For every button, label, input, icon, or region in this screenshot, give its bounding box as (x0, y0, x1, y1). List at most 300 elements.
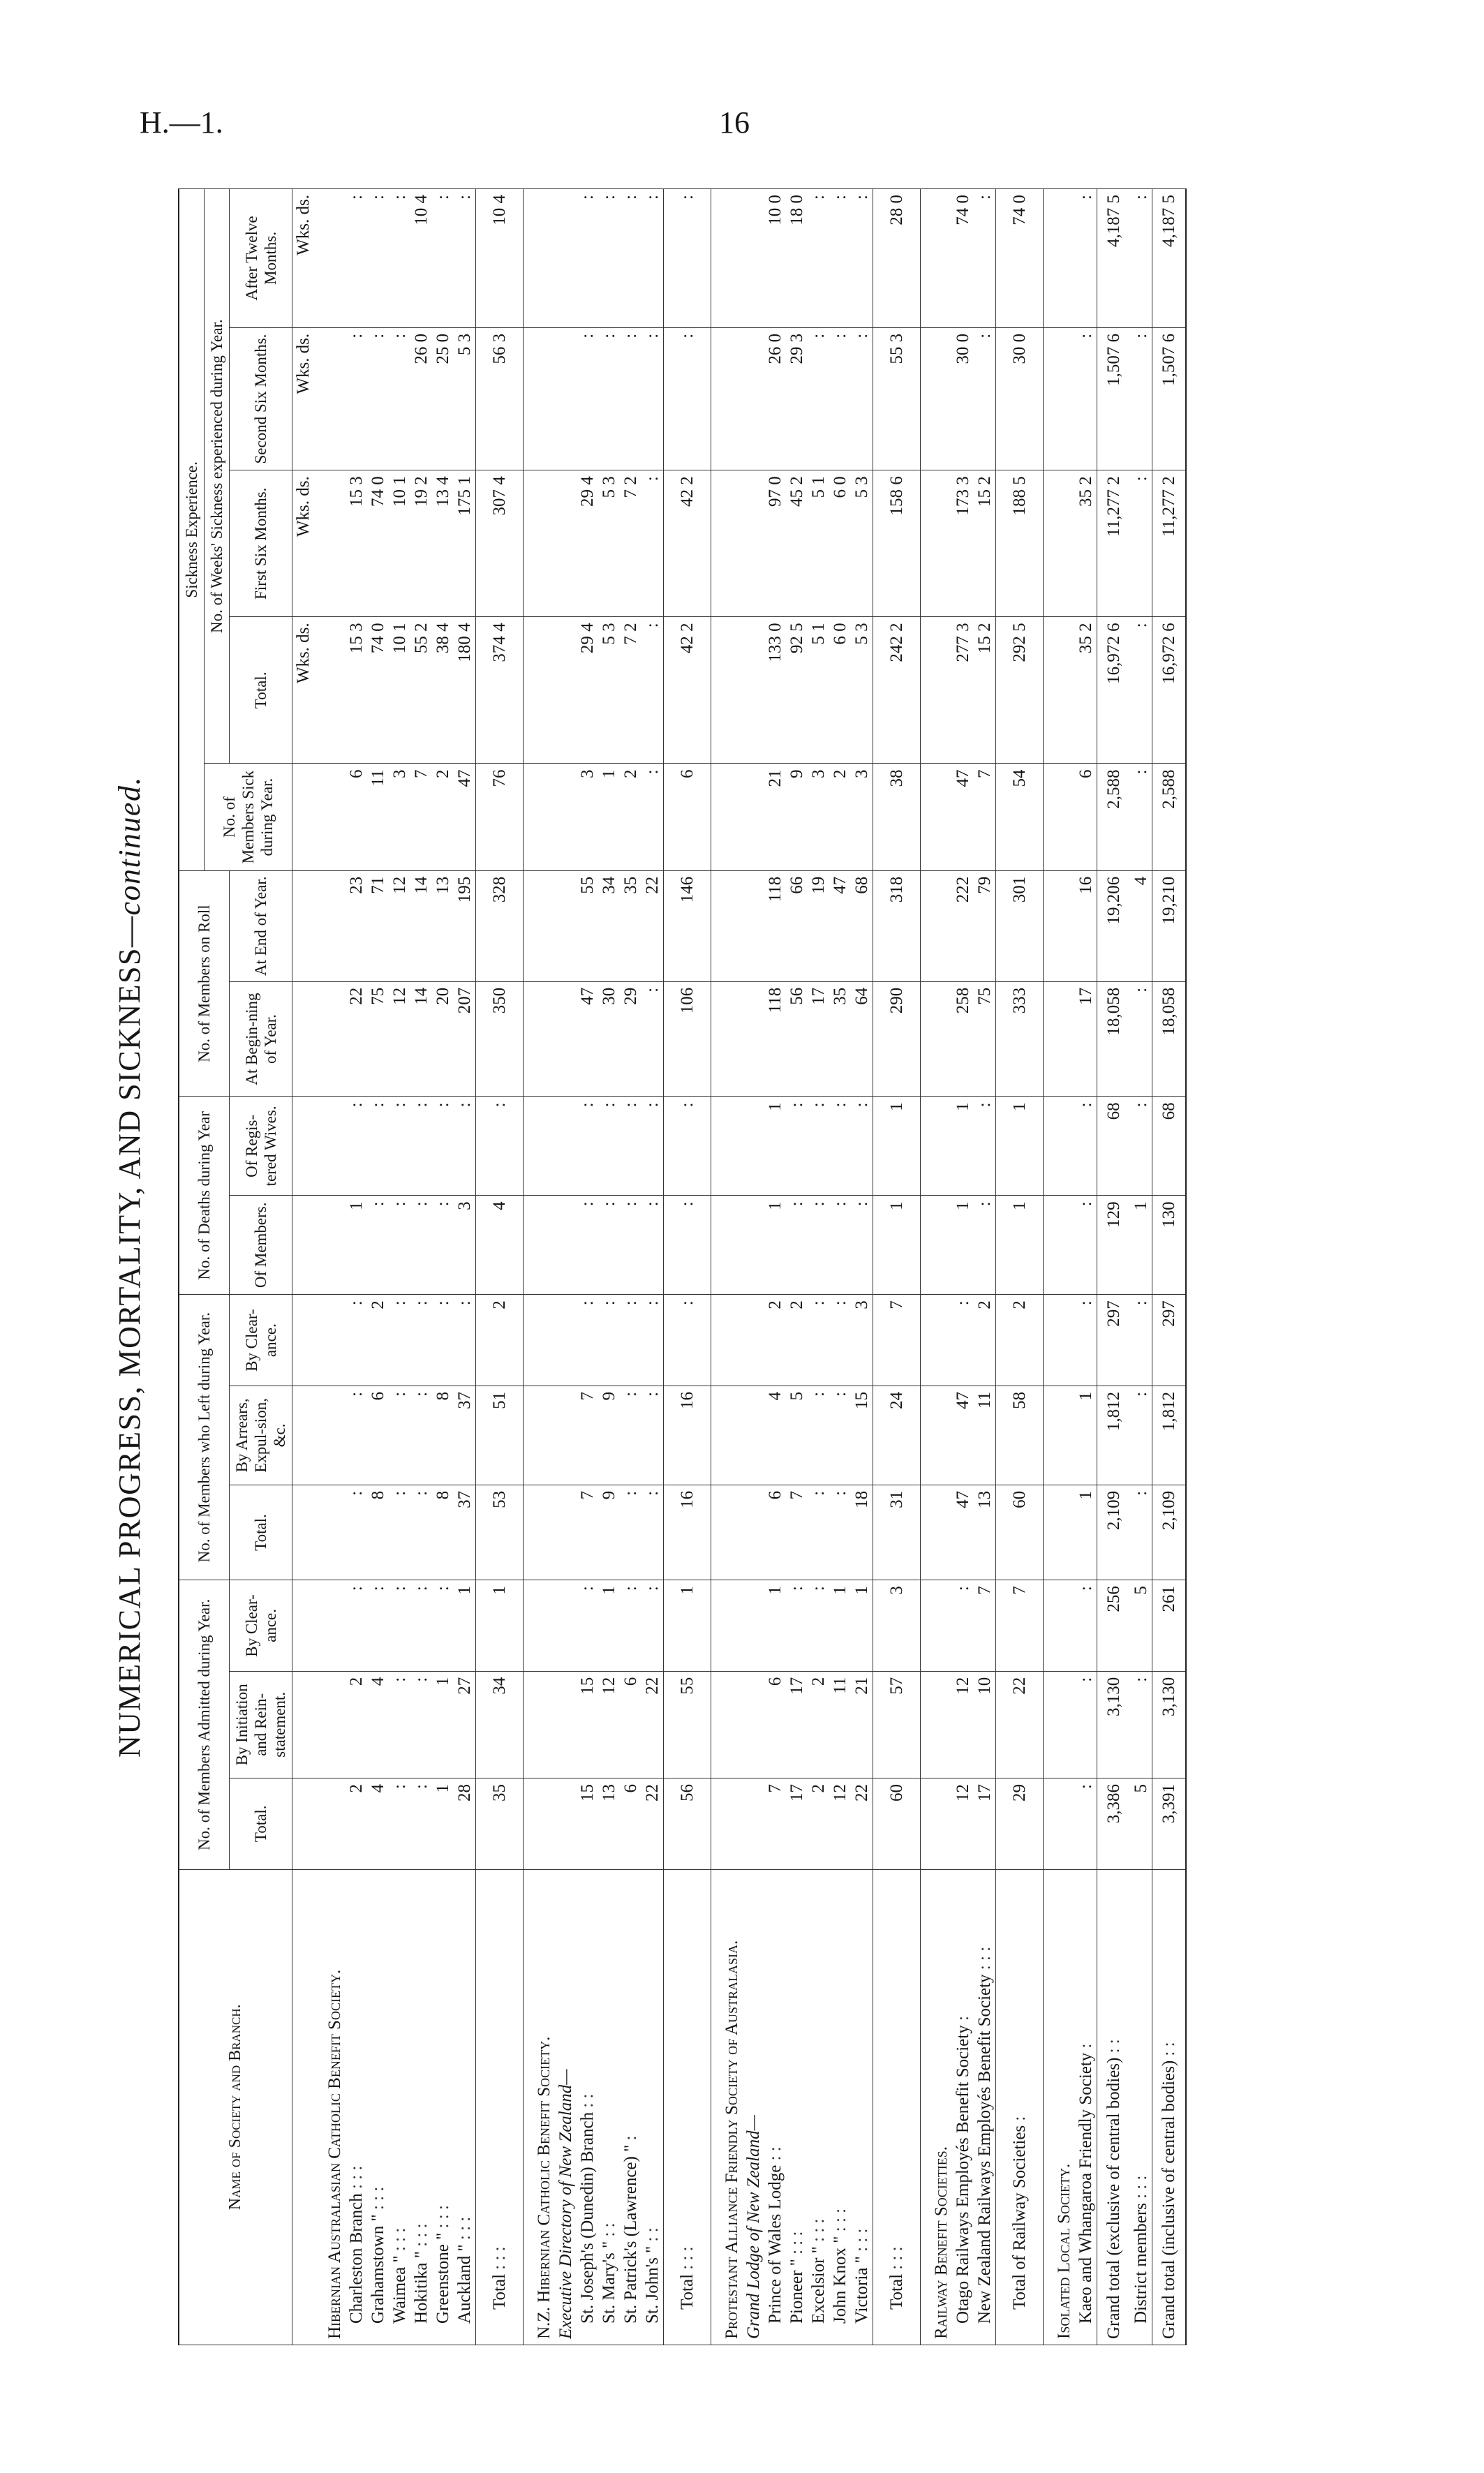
cell-roll-begin: 350 (476, 981, 524, 1097)
cell-wk-first: 5 3 (598, 470, 620, 617)
cell-death-wives: : (476, 1097, 524, 1196)
cell-wk-second (524, 327, 556, 470)
cell-death-wives: : (620, 1097, 641, 1196)
cell-adm-init: 57 (873, 1671, 921, 1778)
cell-death-wives: 1 (764, 1097, 786, 1196)
cell-left-total (314, 1485, 346, 1580)
cell-roll-begin: 47 (577, 981, 598, 1097)
cell-roll-end: 66 (786, 870, 808, 981)
cell-wk-total: 374 4 (476, 617, 524, 764)
col-roll-begin-header: At Begin-ning of Year. (230, 981, 292, 1097)
cell-death-members (555, 1196, 577, 1295)
table-row (454, 189, 476, 2345)
table-row (974, 189, 996, 2345)
cell-death-wives: 68 (1152, 1097, 1187, 1196)
leader-dots: : : : (678, 2246, 697, 2270)
cell-wk-total (711, 617, 743, 764)
cell-roll-end (524, 870, 556, 981)
cell-left-clear (314, 1295, 346, 1386)
cell-wk-second: : (1130, 327, 1152, 470)
row-name-text: Total of Railway Societies (1010, 2125, 1029, 2310)
cell-wk-total: 92 5 (786, 617, 808, 764)
cell-left-arrears: 5 (786, 1386, 808, 1485)
row-name-text: Total (490, 2273, 509, 2310)
cell-left-arrears: 7 (577, 1386, 598, 1485)
cell-left-total: 8 (432, 1485, 454, 1580)
cell-wk-second: : (664, 327, 711, 470)
cell-sick (314, 764, 346, 870)
cell-left-arrears: : (346, 1386, 367, 1485)
cell-left-total: 7 (786, 1485, 808, 1580)
cell-wk-total: 7 2 (620, 617, 641, 764)
table-row (598, 189, 620, 2345)
cell-roll-end (921, 870, 953, 981)
cell-left-total: 60 (996, 1485, 1044, 1580)
cell-roll-begin: 333 (996, 981, 1044, 1097)
cell-left-total (555, 1485, 577, 1580)
cell-roll-begin: 75 (974, 981, 996, 1097)
row-name-text: Grahamstown " (369, 2214, 387, 2324)
cell-death-wives (555, 1097, 577, 1196)
cell-adm-total: 2 (346, 1778, 367, 1870)
leader-dots: : (621, 2135, 640, 2141)
cell-left-clear: 297 (1152, 1295, 1187, 1386)
cell-sick: 7 (974, 764, 996, 870)
cell-left-clear: : (454, 1295, 476, 1386)
cell-adm-init: 12 (952, 1671, 974, 1778)
row-name (711, 1869, 743, 2345)
cell-wk-first: 5 1 (808, 470, 829, 617)
cell-roll-end: 79 (974, 870, 996, 981)
cell-sick: 3 (577, 764, 598, 870)
row-name (410, 1869, 432, 2345)
cell-left-arrears: : (620, 1386, 641, 1485)
cell-wk-after (555, 189, 577, 328)
row-name (974, 1869, 996, 2345)
cell-roll-end: 146 (664, 870, 711, 981)
statistics-table (178, 188, 1187, 2345)
cell-wk-after: 10 4 (410, 189, 432, 328)
cell-adm-total: 4 (367, 1778, 389, 1870)
cell-adm-clear: 7 (974, 1580, 996, 1672)
cell-adm-total: 56 (664, 1778, 711, 1870)
cell-roll-begin (1044, 981, 1076, 1097)
leader-dots: : : (766, 2146, 785, 2161)
cell-death-members: : (851, 1196, 873, 1295)
cell-adm-total: 1 (432, 1778, 454, 1870)
row-name (786, 1869, 808, 2345)
cell-left-clear: 2 (974, 1295, 996, 1386)
col-left-header: No. of Members who Left during Year. (179, 1295, 230, 1580)
cell-adm-init: : (410, 1671, 432, 1778)
cell-wk-first (1044, 470, 1076, 617)
cell-adm-total (743, 1778, 764, 1870)
cell-sick (743, 764, 764, 870)
cell-adm-total: 6 (620, 1778, 641, 1870)
cell-adm-clear (1044, 1580, 1076, 1672)
row-name-text: Pioneer " (787, 2259, 806, 2324)
cell-wk-total (314, 617, 346, 764)
row-name-text: Executive Directory of New Zealand— (556, 2069, 575, 2339)
cell-wk-second: : (389, 327, 410, 470)
cell-left-arrears: : (389, 1386, 410, 1485)
cell-roll-begin (555, 981, 577, 1097)
cell-roll-end: 68 (851, 870, 873, 981)
cell-adm-clear: 261 (1152, 1580, 1187, 1672)
cell-roll-end: 55 (577, 870, 598, 981)
cell-wk-after: : (454, 189, 476, 328)
cell-adm-total: 5 (1130, 1778, 1152, 1870)
row-name (346, 1869, 367, 2345)
table-row (952, 189, 974, 2345)
cell-death-members: : (432, 1196, 454, 1295)
cell-left-clear: 7 (873, 1295, 921, 1386)
cell-wk-first: 173 3 (952, 470, 974, 617)
cell-left-arrears: 6 (367, 1386, 389, 1485)
cell-roll-begin: 18,058 (1152, 981, 1187, 1097)
cell-roll-begin: 14 (410, 981, 432, 1097)
cell-death-wives: : (1130, 1097, 1152, 1196)
cell-adm-init (555, 1671, 577, 1778)
cell-wk-first: 35 2 (1075, 470, 1097, 617)
cell-wk-first (314, 470, 346, 617)
cell-left-total: 47 (952, 1485, 974, 1580)
cell-adm-total (1044, 1778, 1076, 1870)
cell-adm-clear: 1 (454, 1580, 476, 1672)
row-name (641, 1869, 664, 2345)
cell-death-members (921, 1196, 953, 1295)
cell-left-clear (1044, 1295, 1076, 1386)
table-row (829, 189, 851, 2345)
cell-left-clear: : (432, 1295, 454, 1386)
cell-wk-second: 1,507 6 (1152, 327, 1187, 470)
cell-adm-init: 6 (620, 1671, 641, 1778)
cell-death-members: 1 (952, 1196, 974, 1295)
subsection-row (743, 189, 764, 2345)
table-title-main: NUMERICAL PROGRESS, MORTALITY, AND SICKNESS— (112, 915, 147, 1758)
cell-death-members: 1 (1130, 1196, 1152, 1295)
cell-roll-begin: 207 (454, 981, 476, 1097)
cell-wk-total: 5 3 (851, 617, 873, 764)
cell-adm-total: 13 (598, 1778, 620, 1870)
section-row (1044, 189, 1076, 2345)
cell-sick: 2,588 (1152, 764, 1187, 870)
cell-left-arrears: 51 (476, 1386, 524, 1485)
cell-left-clear: : (808, 1295, 829, 1386)
cell-adm-clear: : (346, 1580, 367, 1672)
cell-left-clear: 2 (786, 1295, 808, 1386)
cell-sick: 54 (996, 764, 1044, 870)
row-name (851, 1869, 873, 2345)
cell-sick: 6 (664, 764, 711, 870)
cell-adm-clear (711, 1580, 743, 1672)
cell-wk-after: 4,187 5 (1097, 189, 1131, 328)
cell-adm-total (314, 1778, 346, 1870)
cell-left-arrears: 58 (996, 1386, 1044, 1485)
cell-roll-end: 301 (996, 870, 1044, 981)
leader-dots: : : (578, 2093, 597, 2108)
cell-adm-init: 2 (346, 1671, 367, 1778)
row-name-text: Protestant Alliance Friendly Society of Australasia. (722, 1940, 741, 2339)
cell-left-clear: : (641, 1295, 664, 1386)
cell-adm-total: : (389, 1778, 410, 1870)
cell-wk-after: : (389, 189, 410, 328)
cell-roll-begin (743, 981, 764, 1097)
cell-wk-first: 158 6 (873, 470, 921, 617)
cell-roll-begin: 12 (389, 981, 410, 1097)
cell-roll-end: 13 (432, 870, 454, 981)
row-name (952, 1869, 974, 2345)
row-name (743, 1869, 764, 2345)
cell-wk-first (711, 470, 743, 617)
table-row (764, 189, 786, 2345)
cell-adm-init: 1 (432, 1671, 454, 1778)
cell-death-wives (921, 1097, 953, 1196)
leader-dots: : : (1159, 2042, 1178, 2056)
cell-adm-clear: : (786, 1580, 808, 1672)
cell-wk-total: 5 1 (808, 617, 829, 764)
cell-roll-begin: 30 (598, 981, 620, 1097)
cell-adm-clear (921, 1580, 953, 1672)
cell-adm-clear: 1 (664, 1580, 711, 1672)
leader-dots: : : (600, 2222, 618, 2237)
cell-left-clear: : (1130, 1295, 1152, 1386)
cell-roll-begin (921, 981, 953, 1097)
cell-wk-after: : (346, 189, 367, 328)
cell-wk-second: 55 3 (873, 327, 921, 470)
cell-left-arrears (743, 1386, 764, 1485)
row-name (389, 1869, 410, 2345)
row-name-text: Prince of Wales Lodge (766, 2164, 785, 2324)
cell-roll-begin: 17 (808, 981, 829, 1097)
col-admitted-header: No. of Members Admitted during Year. (179, 1580, 230, 1869)
cell-death-wives: 1 (873, 1097, 921, 1196)
leader-dots: : : : (490, 2246, 509, 2270)
cell-wk-after: : (1130, 189, 1152, 328)
cell-death-members: : (367, 1196, 389, 1295)
row-name-text: District members (1131, 2203, 1150, 2324)
row-name (764, 1869, 786, 2345)
cell-death-members: : (808, 1196, 829, 1295)
cell-wk-total: 133 0 (764, 617, 786, 764)
cell-death-wives: : (1075, 1097, 1097, 1196)
cell-left-total (711, 1485, 743, 1580)
cell-left-total: 53 (476, 1485, 524, 1580)
cell-sick: 7 (410, 764, 432, 870)
cell-adm-init (524, 1671, 556, 1778)
cell-wk-total (555, 617, 577, 764)
cell-wk-second (555, 327, 577, 470)
cell-sick: : (641, 764, 664, 870)
cell-left-total: : (620, 1485, 641, 1580)
col-adm-init-header: By Initiation and Rein-statement. (230, 1671, 292, 1778)
cell-wk-second (711, 327, 743, 470)
cell-left-arrears: 1,812 (1152, 1386, 1187, 1485)
cell-adm-init (711, 1671, 743, 1778)
cell-roll-end: 12 (389, 870, 410, 981)
cell-roll-begin: 56 (786, 981, 808, 1097)
cell-left-arrears: 24 (873, 1386, 921, 1485)
cell-death-wives (743, 1097, 764, 1196)
row-name (873, 1869, 921, 2345)
table-row (367, 189, 389, 2345)
row-name-text: Hibernian Australasian Catholic Benefit Society. (325, 1969, 344, 2339)
cell-adm-init: 4 (367, 1671, 389, 1778)
cell-adm-total (555, 1778, 577, 1870)
cell-adm-total: : (1075, 1778, 1097, 1870)
cell-wk-total: 292 5 (996, 617, 1044, 764)
cell-wk-first: 15 2 (974, 470, 996, 617)
cell-wk-after (524, 189, 556, 328)
row-name-text: Hokitika " (412, 2251, 431, 2324)
cell-roll-end (314, 870, 346, 981)
cell-wk-total: 55 2 (410, 617, 432, 764)
cell-roll-begin: 18,058 (1097, 981, 1131, 1097)
table-row (641, 189, 664, 2345)
cell-wk-first: 19 2 (410, 470, 432, 617)
cell-wk-second: 26 0 (764, 327, 786, 470)
row-name-text: Grand total (inclusive of central bodies) (1159, 2060, 1178, 2339)
units-label: Wks. ds. (292, 470, 315, 617)
cell-sick: 1 (598, 764, 620, 870)
cell-adm-init: 17 (786, 1671, 808, 1778)
cell-wk-first: 74 0 (367, 470, 389, 617)
cell-adm-total: 12 (829, 1778, 851, 1870)
cell-adm-clear: : (808, 1580, 829, 1672)
leader-dots: : : : (975, 1946, 994, 1970)
cell-roll-begin: 17 (1075, 981, 1097, 1097)
cell-left-arrears: 4 (764, 1386, 786, 1485)
cell-wk-after: : (432, 189, 454, 328)
cell-adm-clear (524, 1580, 556, 1672)
cell-adm-total: 7 (764, 1778, 786, 1870)
cell-wk-after: 10 0 (764, 189, 786, 328)
cell-wk-second: 5 3 (454, 327, 476, 470)
cell-wk-total (1044, 617, 1076, 764)
cell-roll-begin (711, 981, 743, 1097)
cell-wk-after (921, 189, 953, 328)
cell-adm-clear: : (952, 1580, 974, 1672)
cell-left-arrears: 16 (664, 1386, 711, 1485)
cell-roll-end: 47 (829, 870, 851, 981)
cell-death-wives: : (808, 1097, 829, 1196)
col-adm-total-header: Total. (230, 1778, 292, 1870)
cell-death-members: : (829, 1196, 851, 1295)
row-name (524, 1869, 556, 2345)
section-row (524, 189, 556, 2345)
cell-wk-first (555, 470, 577, 617)
cell-death-members: : (577, 1196, 598, 1295)
cell-left-total: : (410, 1485, 432, 1580)
cell-roll-end: 35 (620, 870, 641, 981)
units-row (292, 189, 315, 2345)
cell-wk-second: : (808, 327, 829, 470)
cell-adm-total: 17 (786, 1778, 808, 1870)
total-row (873, 189, 921, 2345)
cell-adm-total: : (410, 1778, 432, 1870)
grand-total-row (1097, 189, 1131, 2345)
table-title (112, 188, 147, 2345)
cell-sick: 21 (764, 764, 786, 870)
cell-death-members: : (1075, 1196, 1097, 1295)
cell-roll-begin: 35 (829, 981, 851, 1097)
cell-roll-end (711, 870, 743, 981)
cell-adm-clear (555, 1580, 577, 1672)
cell-sick: 38 (873, 764, 921, 870)
col-wk-after-header: After Twelve Months. (230, 189, 292, 328)
row-name (808, 1869, 829, 2345)
cell-adm-init: : (1130, 1671, 1152, 1778)
cell-death-members: 1 (346, 1196, 367, 1295)
cell-adm-clear: : (389, 1580, 410, 1672)
cell-wk-after (743, 189, 764, 328)
col-weeks-header: No. of Weeks' Sickness experienced during Year. (205, 189, 230, 764)
col-left-total-header: Total. (230, 1485, 292, 1580)
cell-roll-end: 118 (764, 870, 786, 981)
row-name (577, 1869, 598, 2345)
cell-death-members: 1 (996, 1196, 1044, 1295)
leader-dots: : : : (787, 2231, 806, 2255)
cell-death-members: 4 (476, 1196, 524, 1295)
leader-dots: : (1010, 2116, 1029, 2121)
cell-roll-end: 4 (1130, 870, 1152, 981)
cell-adm-init: 21 (851, 1671, 873, 1778)
cell-roll-begin (314, 981, 346, 1097)
table-row (620, 189, 641, 2345)
cell-left-total: : (389, 1485, 410, 1580)
cell-left-arrears: 1,812 (1097, 1386, 1131, 1485)
cell-left-clear: : (410, 1295, 432, 1386)
cell-wk-after: : (808, 189, 829, 328)
row-name (921, 1869, 953, 2345)
cell-sick: 47 (952, 764, 974, 870)
cell-death-wives: : (974, 1097, 996, 1196)
cell-adm-clear: 1 (764, 1580, 786, 1672)
cell-left-total: 9 (598, 1485, 620, 1580)
cell-left-total (743, 1485, 764, 1580)
leader-dots: : : : (412, 2223, 431, 2247)
cell-wk-after: : (1075, 189, 1097, 328)
cell-roll-end: 34 (598, 870, 620, 981)
cell-left-arrears (1044, 1386, 1076, 1485)
col-roll-header: No. of Members on Roll (179, 870, 230, 1097)
cell-left-clear: 2 (476, 1295, 524, 1386)
row-name-text: St. Mary's " (600, 2241, 618, 2324)
total-row (664, 189, 711, 2345)
cell-wk-second: 29 3 (786, 327, 808, 470)
cell-adm-clear: : (410, 1580, 432, 1672)
cell-death-members: : (786, 1196, 808, 1295)
col-deaths-header: No. of Deaths during Year (179, 1097, 230, 1295)
section-row (921, 189, 953, 2345)
cell-roll-begin: 106 (664, 981, 711, 1097)
cell-wk-second: 56 3 (476, 327, 524, 470)
cell-wk-first: : (641, 470, 664, 617)
cell-roll-begin: : (641, 981, 664, 1097)
cell-wk-after: : (598, 189, 620, 328)
cell-death-wives: : (577, 1097, 598, 1196)
cell-wk-first: 5 3 (851, 470, 873, 617)
row-name (555, 1869, 577, 2345)
cell-sick: 47 (454, 764, 476, 870)
cell-adm-total: 12 (952, 1778, 974, 1870)
cell-death-wives: : (829, 1097, 851, 1196)
cell-wk-total: : (641, 617, 664, 764)
cell-death-members (711, 1196, 743, 1295)
cell-left-total: 16 (664, 1485, 711, 1580)
leader-dots: : : : (455, 2216, 474, 2241)
cell-left-clear (555, 1295, 577, 1386)
